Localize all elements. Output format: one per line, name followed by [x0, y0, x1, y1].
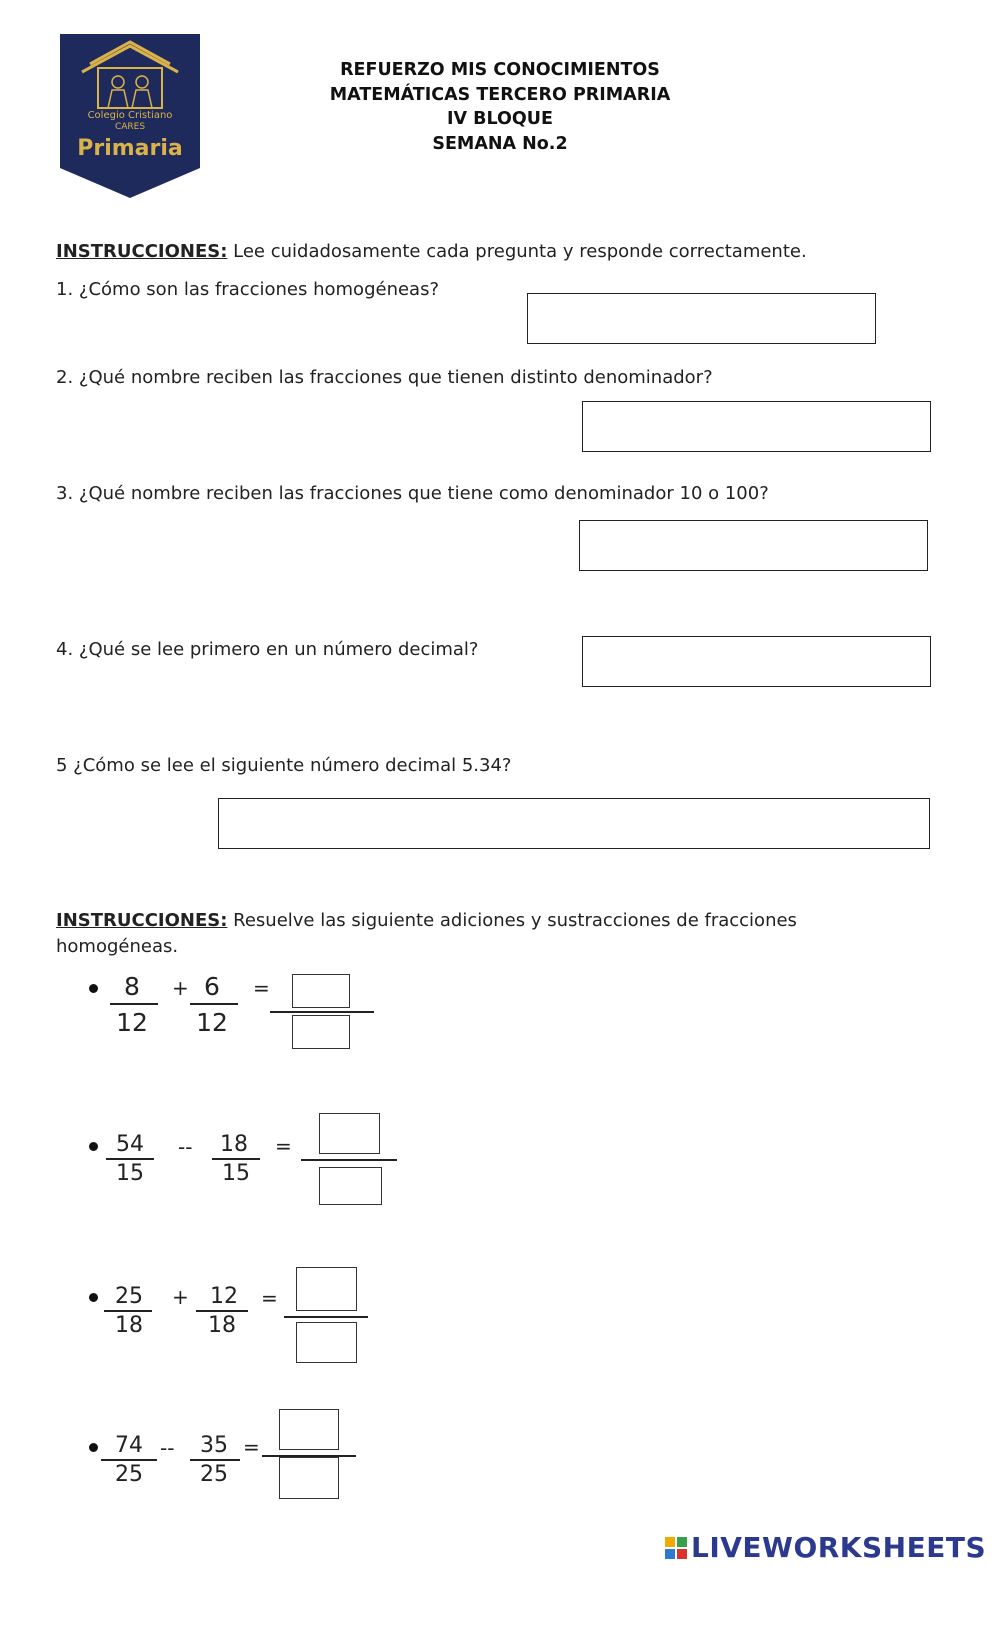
header-line-2: MATEMÁTICAS TERCERO PRIMARIA [329, 84, 671, 105]
result-numerator-box[interactable] [319, 1113, 380, 1154]
fraction-2a-numerator: 54 [116, 1132, 144, 1157]
operator-plus: + [172, 1285, 189, 1309]
fraction-1b-denominator: 12 [196, 1008, 228, 1037]
fraction-4b-denominator: 25 [200, 1462, 228, 1487]
bullet [89, 1142, 98, 1151]
fraction-bar [212, 1158, 260, 1160]
logo-school-line1: Colegio Cristiano [87, 110, 173, 121]
fraction-4b-numerator: 35 [200, 1433, 228, 1458]
answer-box-4[interactable] [582, 636, 931, 687]
result-fraction-bar [270, 1011, 374, 1013]
answer-box-2[interactable] [582, 401, 931, 452]
result-numerator-box[interactable] [292, 974, 350, 1008]
fraction-3b-denominator: 18 [208, 1313, 236, 1338]
fraction-bar [104, 1310, 152, 1312]
result-denominator-box[interactable] [292, 1015, 350, 1049]
brand-text: LIVEWORKSHEETS [691, 1531, 987, 1564]
equals-sign: = [275, 1134, 292, 1158]
equals-sign: = [243, 1435, 260, 1459]
equals-sign: = [253, 976, 270, 1000]
instructions-label-2: INSTRUCCIONES: [56, 910, 228, 931]
fraction-2a-denominator: 15 [116, 1161, 144, 1186]
answer-box-1[interactable] [527, 293, 876, 344]
instructions-text-2: Resuelve las siguiente adiciones y sustracciones de fracciones homogéneas. [56, 910, 797, 957]
result-denominator-box[interactable] [279, 1457, 339, 1499]
fraction-bar [196, 1310, 248, 1312]
result-denominator-box[interactable] [319, 1167, 382, 1205]
logo-level: Primaria [77, 136, 183, 161]
operator-minus: -- [160, 1436, 175, 1460]
fraction-3b-numerator: 12 [210, 1284, 238, 1309]
instructions-1 [56, 239, 956, 265]
bullet [89, 984, 98, 993]
question-5: 5 ¿Cómo se lee el siguiente número decimal 5.34? [56, 755, 512, 776]
result-fraction-bar [301, 1159, 397, 1161]
instructions-text: Lee cuidadosamente cada pregunta y responde correctamente. [227, 241, 807, 262]
fraction-3a-numerator: 25 [115, 1284, 143, 1309]
operator-minus: -- [178, 1135, 193, 1159]
fraction-bar [106, 1158, 154, 1160]
fraction-2b-denominator: 15 [222, 1161, 250, 1186]
liveworksheets-logo-icon [664, 1536, 688, 1560]
bullet [89, 1293, 98, 1302]
fraction-3a-denominator: 18 [115, 1313, 143, 1338]
operator-plus: + [172, 976, 189, 1000]
fraction-4a-denominator: 25 [115, 1462, 143, 1487]
fraction-bar [190, 1459, 240, 1461]
fraction-1a-numerator: 8 [124, 972, 140, 1001]
fraction-1b-numerator: 6 [204, 972, 220, 1001]
question-2: 2. ¿Qué nombre reciben las fracciones que tienen distinto denominador? [56, 367, 713, 388]
header-line-1: REFUERZO MIS CONOCIMIENTOS [340, 60, 660, 80]
worksheet-header [300, 58, 700, 156]
fraction-2b-numerator: 18 [220, 1132, 248, 1157]
header-line-3: IV BLOQUE [447, 109, 553, 129]
instructions-label: INSTRUCCIONES: [56, 241, 228, 262]
question-3: 3. ¿Qué nombre reciben las fracciones que tiene como denominador 10 o 100? [56, 483, 769, 504]
logo-school-line2: CARES [114, 122, 146, 132]
question-1: 1. ¿Cómo son las fracciones homogéneas? [56, 279, 440, 300]
fraction-bar [101, 1459, 157, 1461]
question-4: 4. ¿Qué se lee primero en un número decimal? [56, 639, 479, 660]
answer-box-5[interactable] [218, 798, 930, 849]
fraction-4a-numerator: 74 [115, 1433, 143, 1458]
equals-sign: = [261, 1286, 278, 1310]
result-numerator-box[interactable] [296, 1267, 357, 1311]
result-fraction-bar [284, 1316, 368, 1318]
school-logo [60, 34, 200, 198]
instructions-2 [56, 908, 856, 960]
bullet [89, 1443, 98, 1452]
fraction-bar [110, 1003, 158, 1005]
liveworksheets-brand[interactable] [664, 1530, 986, 1566]
answer-box-3[interactable] [579, 520, 928, 571]
result-numerator-box[interactable] [279, 1409, 339, 1450]
result-denominator-box[interactable] [296, 1322, 357, 1363]
fraction-1a-denominator: 12 [116, 1008, 148, 1037]
fraction-bar [190, 1003, 238, 1005]
header-line-4: SEMANA No.2 [432, 133, 568, 154]
